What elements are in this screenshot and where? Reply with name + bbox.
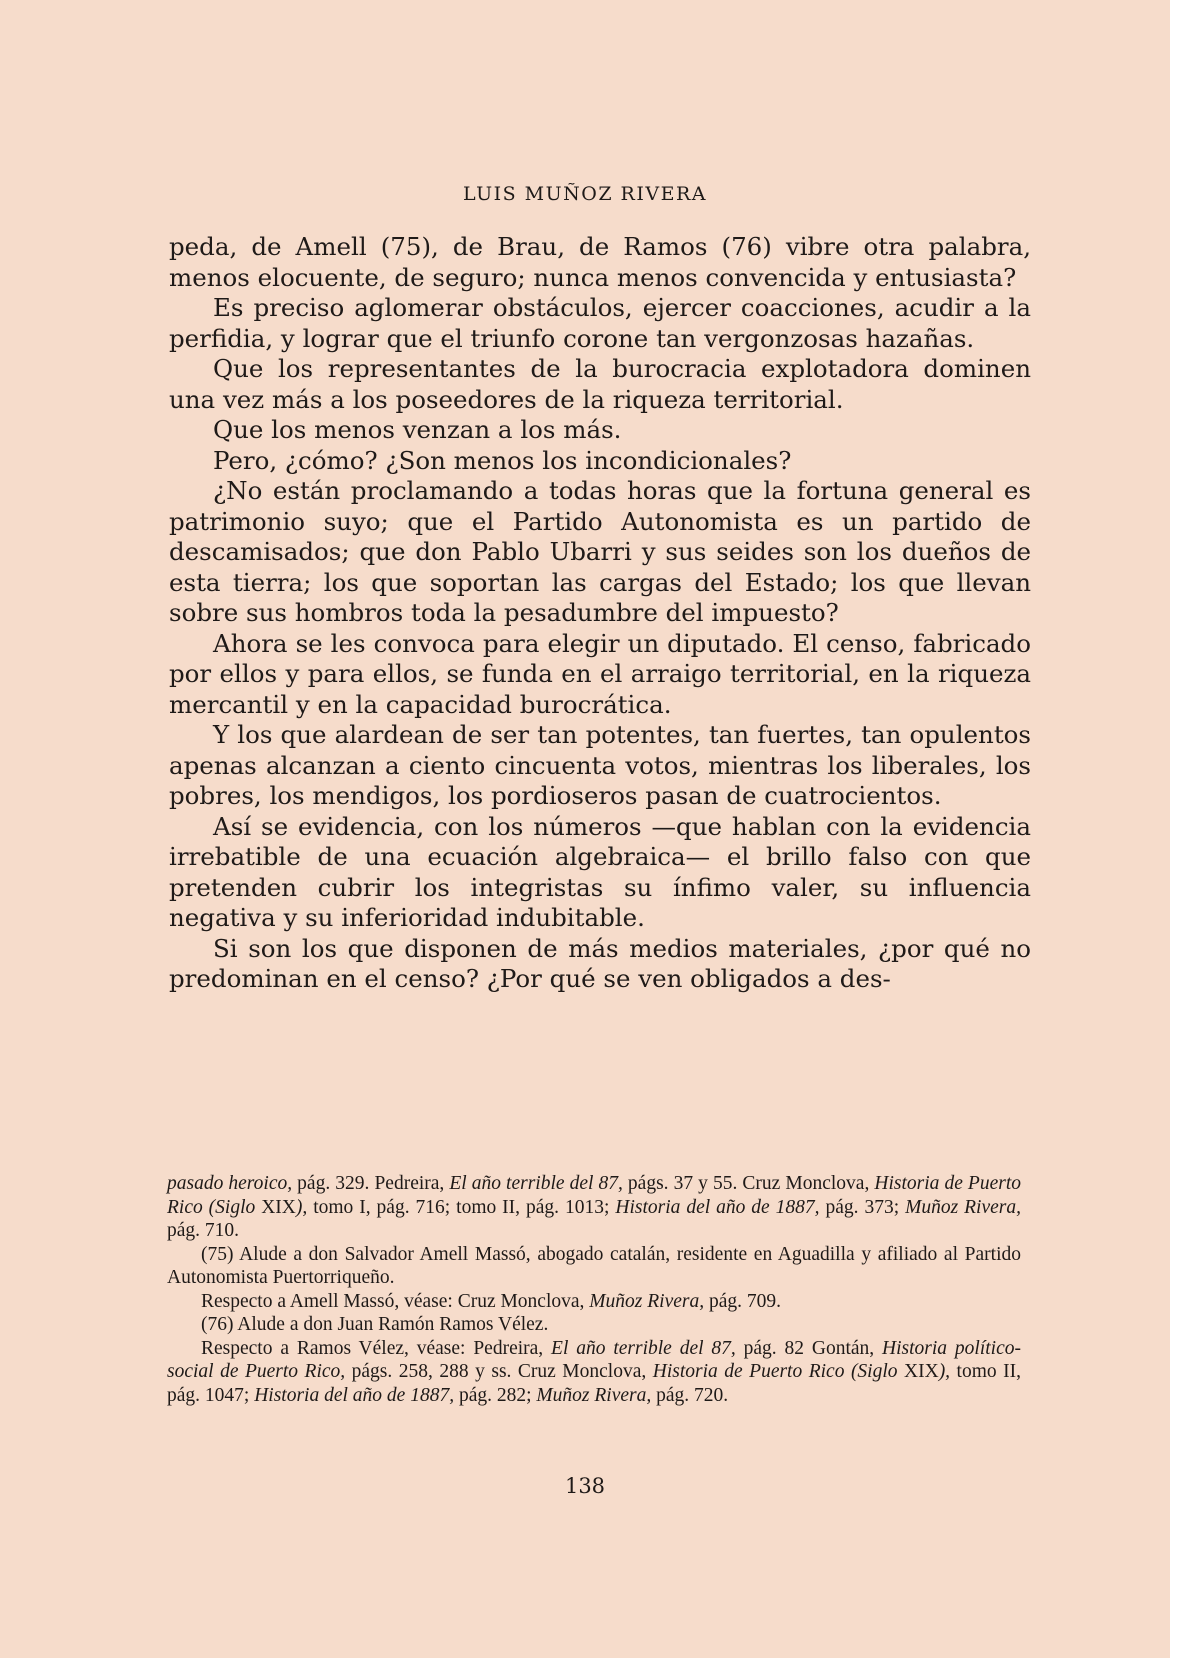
footnote-76 <box>167 1313 1021 1337</box>
main-text <box>169 232 1031 995</box>
italic-title: Historia del año de 1887, <box>615 1196 820 1218</box>
footnote-75-reference <box>167 1290 1021 1314</box>
note-text: tomo II, pág. 1047; <box>167 1361 1021 1406</box>
note-text: págs. 37 y 55. Cruz Monclova, <box>622 1173 875 1194</box>
page-number: 138 <box>564 1474 606 1498</box>
note-text: pág. 282; <box>454 1384 537 1406</box>
italic-title: ), <box>938 1361 951 1382</box>
paragraph: Si son los que disponen de más medios materiales, ¿por qué no predominan en el censo? ¿Por qué se ven obligados a des- <box>169 933 1031 993</box>
note-text: págs. 258, 288 y ss. Cruz Monclova, <box>345 1361 653 1382</box>
italic-title: Muñoz Rivera, <box>589 1290 705 1312</box>
italic-title: El año terrible del 87, <box>551 1337 736 1359</box>
note-text: (76) Alude a don Juan Ramón Ramos Vélez. <box>201 1314 549 1335</box>
italic-title: pasado heroico, <box>167 1173 293 1194</box>
italic-title: Historia del año de 1887, <box>254 1384 455 1406</box>
paragraph: peda, de Amell (75), de Brau, de Ramos (76) vibre otra palabra, menos elocuente, de seguro; nunca menos convencida y entusiasta? <box>169 232 1031 292</box>
italic-title: Historia de Puerto Rico (Siglo <box>167 1173 1021 1218</box>
running-head: LUIS MUÑOZ RIVERA <box>463 183 707 205</box>
note-text: pág. 373; <box>819 1196 906 1218</box>
italic-title: ), <box>295 1196 308 1218</box>
note-text: pág. 82 Gontán, <box>735 1337 883 1359</box>
note-text: (75) Alude a don Salvador Amell Massó, abogado catalán, residente en Aguadilla y afiliado al Partido Autonomista Puertorriqueño. <box>167 1243 1021 1288</box>
paragraph: Es preciso aglomerar obstáculos, ejercer coacciones, acudir a la perfidia, y lograr que el triunfo corone tan vergonzosas hazañas. <box>169 293 1031 353</box>
paragraph: Que los representantes de la burocracia explotadora dominen una vez más a los poseedores de la riqueza territorial. <box>169 354 1031 414</box>
footnotes <box>167 1172 1021 1407</box>
note-text: Respecto a Amell Massó, véase: Cruz Monclova, <box>201 1290 590 1312</box>
paragraph: Y los que alardean de ser tan potentes, tan fuertes, tan opulentos apenas alcanzan a ciento cincuenta votos, mientras los liberales, los pobres, los mendigos, los pordioseros pasan de cuatrocientos. <box>169 720 1031 810</box>
note-text: pág. 720. <box>651 1384 729 1406</box>
paragraph: Así se evidencia, con los números —que hablan con la evidencia irrebatible de una ecuación algebraica— el brillo falso con que pretenden cubrir los integristas su ínfimo valer, su influencia negativa y su inferioridad indubitable. <box>169 811 1031 932</box>
note-text: pág. 709. <box>704 1290 782 1312</box>
paragraph: Pero, ¿cómo? ¿Son menos los incondicionales? <box>213 445 792 475</box>
italic-title: Muñoz Rivera, <box>536 1384 652 1406</box>
note-text: XIX <box>255 1196 296 1218</box>
italic-title: Historia político-social de Puerto Rico, <box>167 1337 1021 1382</box>
italic-title: El año terrible del 87, <box>449 1173 623 1194</box>
note-text: pág. 710. <box>167 1220 240 1241</box>
paragraph: ¿No están proclamando a todas horas que la fortuna general es patrimonio suyo; que el Partido Autonomista es un partido de descamisados; que don Pablo Ubarri y sus seides son los dueños de esta tierra; los que soportan las cargas del Estado; los que llevan sobre sus hombros toda la pesadumbre del impuesto? <box>169 476 1031 627</box>
note-text: XIX <box>897 1361 939 1382</box>
paragraph: Que los menos venzan a los más. <box>213 415 622 444</box>
footnote-75 <box>167 1243 1021 1290</box>
note-text: tomo I, pág. 716; tomo II, pág. 1013; <box>307 1196 616 1218</box>
footnote-76-reference <box>167 1337 1021 1408</box>
paragraph: Ahora se les convoca para elegir un diputado. El censo, fabricado por ellos y para ellos, se funda en el arraigo territorial, en la riqueza mercantil y en la capacidad burocrática. <box>169 628 1031 719</box>
note-text: Respecto a Ramos Vélez, véase: Pedreira, <box>201 1337 552 1359</box>
italic-title: Muñoz Rivera, <box>905 1196 1021 1218</box>
page-edge <box>1170 0 1196 1658</box>
note-text: pág. 329. Pedreira, <box>292 1173 450 1194</box>
footnote-continuation <box>167 1172 1021 1243</box>
italic-title: Historia de Puerto Rico (Siglo <box>652 1361 898 1382</box>
